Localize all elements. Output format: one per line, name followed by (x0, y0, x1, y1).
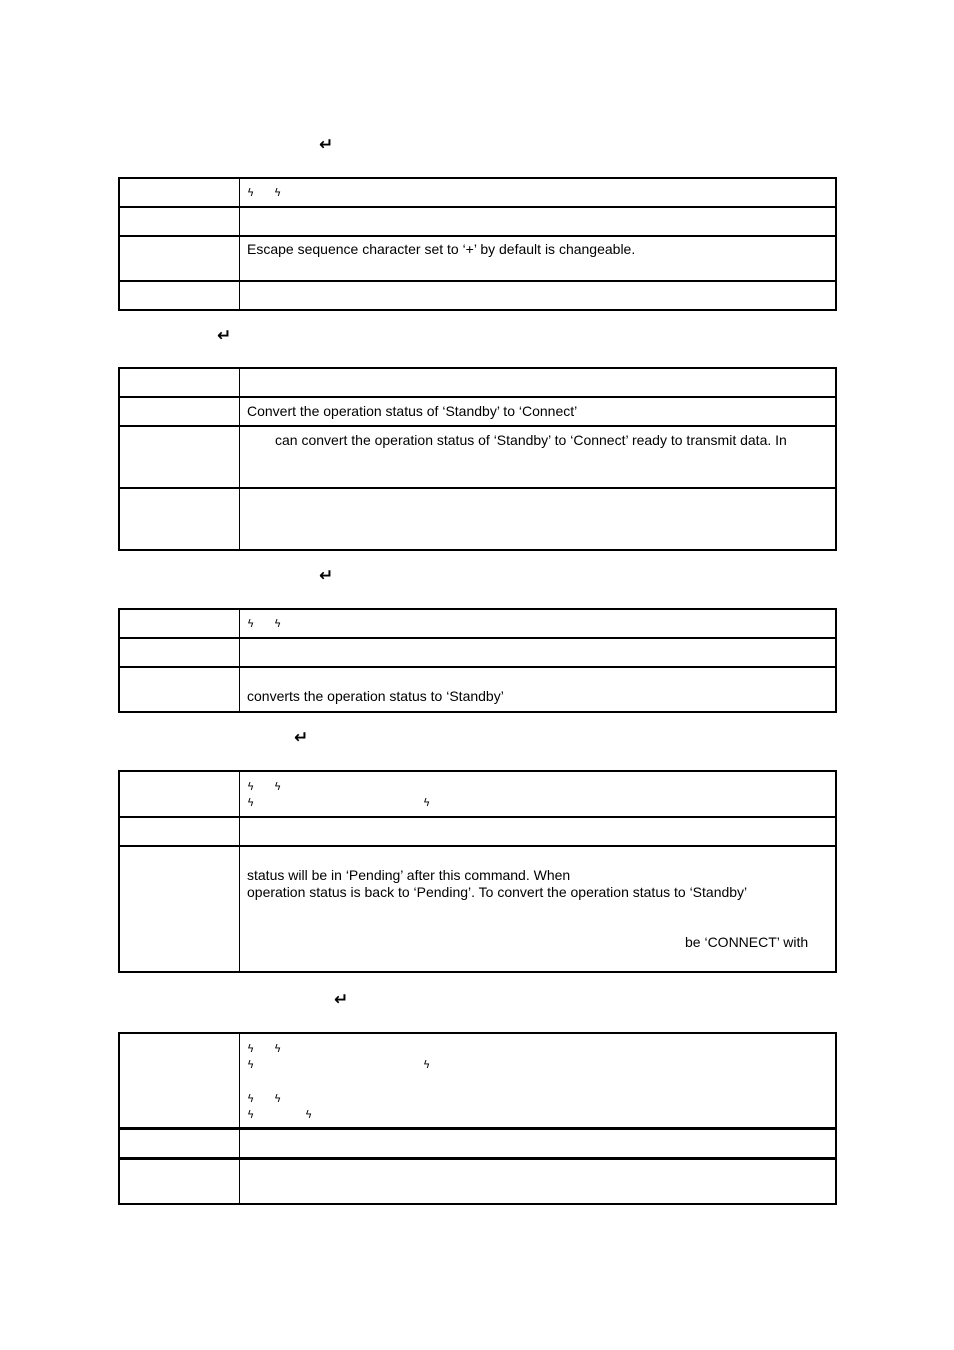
lightning-bolt-icon: ϟ (274, 1042, 282, 1055)
table-row-response (118, 367, 837, 396)
table-row-description (118, 235, 837, 280)
table-row-example (118, 487, 837, 551)
lightning-bolt-icon: ϟ (247, 1042, 255, 1055)
table-row-function (118, 396, 837, 425)
table-row-description (118, 666, 837, 713)
command-table-5 (118, 1032, 837, 1205)
lightning-bolt-icon: ϟ (305, 1108, 313, 1121)
table-row-function (118, 816, 837, 845)
lightning-bolt-icon: ϟ (423, 796, 431, 809)
lightning-bolt-icon: ϟ (247, 186, 255, 199)
lightning-bolt-icon: ϟ (274, 617, 282, 630)
table-row-description (118, 845, 837, 973)
table-row-response (118, 177, 837, 206)
lightning-bolt-icon: ϟ (423, 1058, 431, 1071)
lightning-bolt-icon: ϟ (274, 1092, 282, 1105)
table-row-example (118, 280, 837, 311)
description-line-1: status will be in ‘Pending’ after this command. When (247, 867, 571, 883)
lightning-bolt-icon: ϟ (247, 796, 255, 809)
command-table-2 (118, 367, 837, 551)
table-row-description (118, 1157, 837, 1205)
table-row-function (118, 637, 837, 666)
command-table-3 (118, 608, 837, 713)
description-line-3: be ‘CONNECT’ with (685, 934, 809, 950)
lightning-bolt-icon: ϟ (274, 780, 282, 793)
lightning-bolt-icon: ϟ (247, 1092, 255, 1105)
table-row-response (118, 608, 837, 637)
lightning-bolt-icon: ϟ (274, 186, 282, 199)
lightning-bolt-icon: ϟ (247, 617, 255, 630)
table-row-response (118, 770, 837, 816)
table-row-description (118, 425, 837, 487)
enter-key-icon: ↵ (294, 728, 309, 748)
command-table-4 (118, 770, 837, 973)
enter-key-icon: ↵ (334, 990, 349, 1010)
lightning-bolt-icon: ϟ (247, 1108, 255, 1121)
table-row-response (118, 1032, 837, 1127)
description-line-2: operation status is back to ‘Pending’. To convert the operation status to ‘Standby’ (247, 884, 748, 900)
description-text: can convert the operation status of ‘Standby’ to ‘Connect’ ready to transmit data. In (275, 432, 787, 448)
enter-key-icon: ↵ (319, 135, 334, 155)
enter-key-icon: ↵ (319, 566, 334, 586)
lightning-bolt-icon: ϟ (247, 1058, 255, 1071)
command-table-1 (118, 177, 837, 311)
description-text: Escape sequence character set to ‘+’ by default is changeable. (247, 241, 636, 257)
function-text: Convert the operation status of ‘Standby’ to ‘Connect’ (247, 403, 578, 419)
enter-key-icon: ↵ (217, 326, 232, 346)
description-text: converts the operation status to ‘Standby’ (247, 688, 504, 704)
table-row-function (118, 1127, 837, 1157)
table-row-function (118, 206, 837, 235)
lightning-bolt-icon: ϟ (247, 780, 255, 793)
